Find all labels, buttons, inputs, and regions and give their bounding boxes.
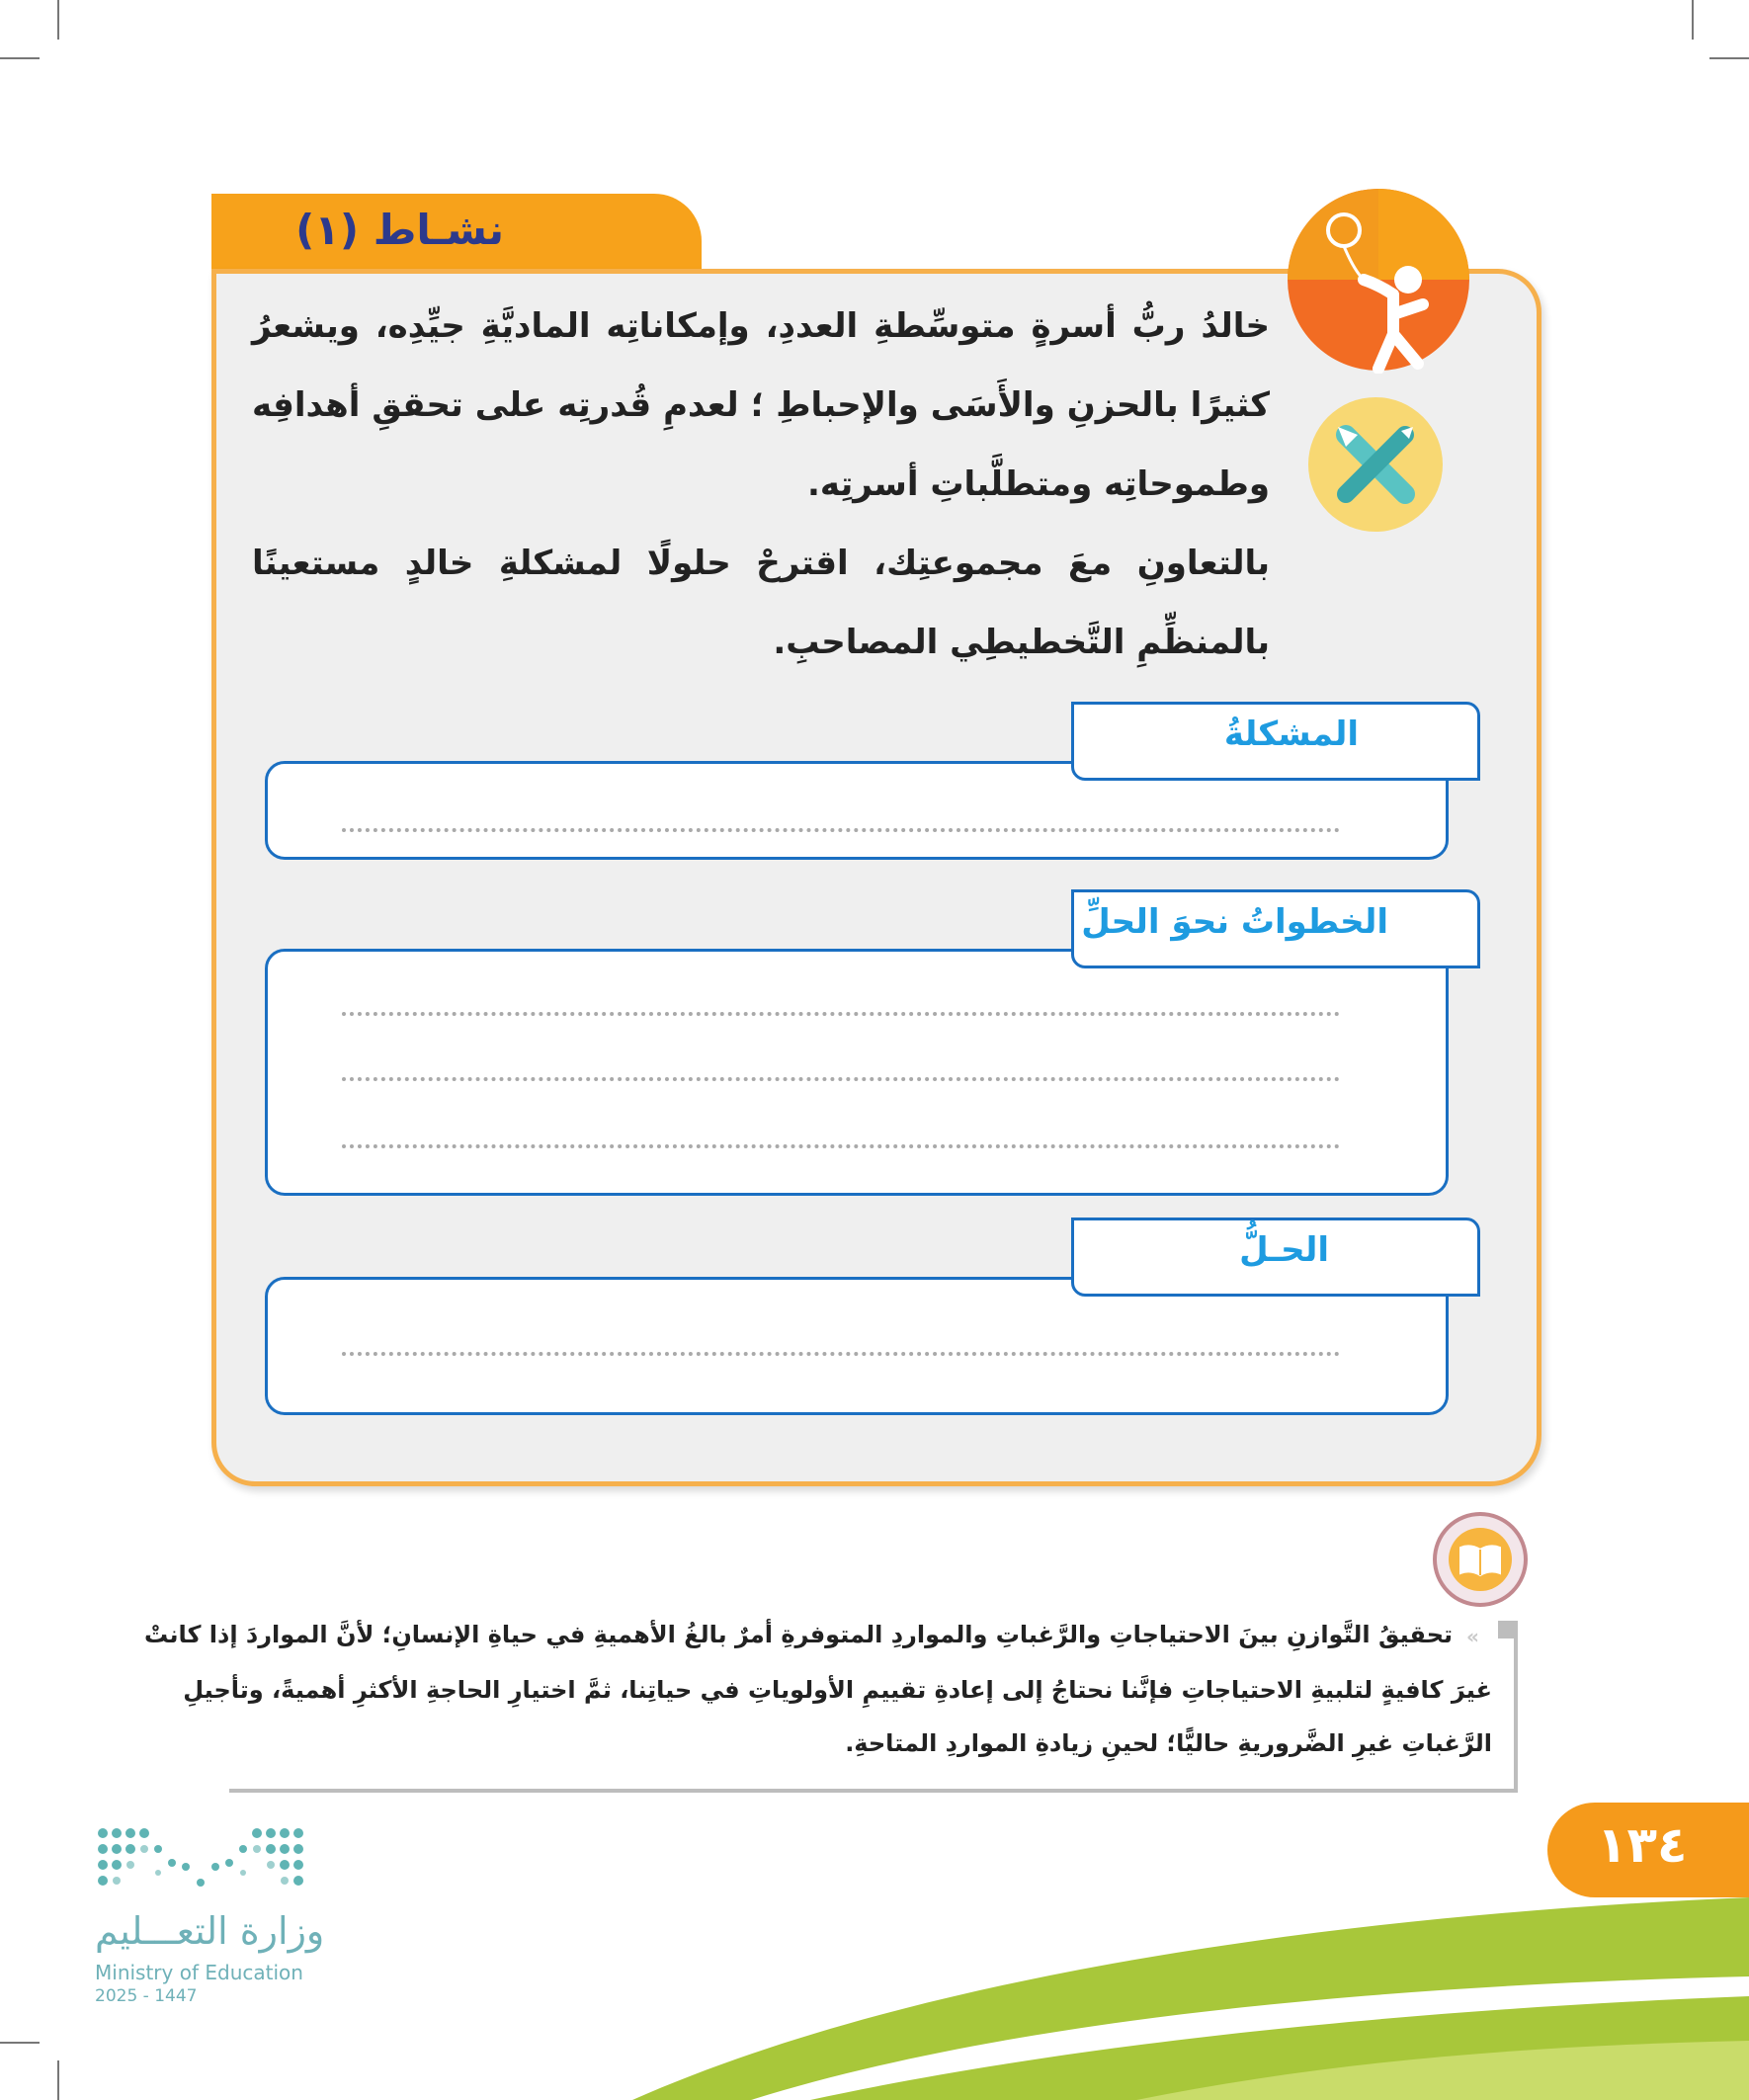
book-icon bbox=[1431, 1510, 1530, 1609]
note-line-3: الرَّغباتِ غيرِ الضَّروريةِ حاليًّا؛ لحينِ زيادةِ المواردِ المتاحةِ. bbox=[845, 1729, 1492, 1757]
steps-label-box bbox=[1071, 889, 1480, 968]
crop-mark bbox=[57, 0, 59, 40]
answer-line[interactable] bbox=[342, 828, 1340, 832]
problem-label: المشكلةُ bbox=[1223, 714, 1359, 754]
steps-answer-box[interactable] bbox=[265, 949, 1449, 1196]
activity-title: نشـاط (١) bbox=[295, 206, 504, 254]
note-line-1: تحقيقُ التَّوازنِ بينَ الاحتياجاتِ والرَّغباتِ والمواردِ المتوفرةِ أمرٌ بالغُ الأهميةِ في حياةِ الإنسانِ؛ لأنَّ المواردَ إذا كانتْ bbox=[144, 1621, 1453, 1648]
solution-answer-box[interactable] bbox=[265, 1277, 1449, 1415]
answer-line[interactable] bbox=[342, 1077, 1340, 1081]
ministry-logo-icon bbox=[95, 1823, 312, 1902]
solution-label-box bbox=[1071, 1218, 1480, 1297]
answer-line[interactable] bbox=[342, 1012, 1340, 1016]
tools-icon bbox=[1306, 395, 1445, 534]
answer-line[interactable] bbox=[342, 1144, 1340, 1148]
crop-mark bbox=[0, 57, 40, 59]
activity-balloon-icon bbox=[1285, 186, 1472, 374]
story-paragraph: خالدُ ربُّ أسرةٍ متوسِّطةِ العددِ، وإمكاناتِه الماديَّةِ جيِّدِه، ويشعرُ كثيرًا بالحزنِ والأَسَى والإحباطِ ؛ لعدمِ قُدرتِه على تحققِ أهدافِه وطموحاتِه ومتطلَّباتِ أسرتِه. bbox=[252, 306, 1270, 504]
steps-label: الخطواتُ نحوَ الحلِّ bbox=[1081, 902, 1388, 942]
crop-mark bbox=[1709, 57, 1749, 59]
note-marker bbox=[1498, 1621, 1516, 1638]
answer-line[interactable] bbox=[342, 1352, 1340, 1356]
page-number-tab bbox=[1547, 1803, 1749, 1897]
chevron-icon: « bbox=[1466, 1625, 1479, 1648]
page-number: ١٣٤ bbox=[1597, 1816, 1688, 1874]
ministry-name-arabic: وزارة التعـــليم bbox=[95, 1909, 325, 1953]
note-line-2: غيرَ كافيةٍ لتلبيةِ الاحتياجاتِ فإنَّنا نحتاجُ إلى إعادةِ تقييمِ الأولوياتِ في حياتِنا، ثمَّ اختيارِ الحاجةِ الأكثرِ أهميةً، وتأجيلِ bbox=[183, 1676, 1492, 1704]
instruction-paragraph: بالتعاونِ معَ مجموعتِك، اقترحْ حلولًا لمشكلةِ خالدٍ مستعينًا بالمنظِّمِ التَّخطيطِي المصاحبِ. bbox=[252, 544, 1270, 662]
crop-mark bbox=[1692, 0, 1694, 40]
ministry-year: 2025 - 1447 bbox=[95, 1986, 198, 2006]
problem-label-box bbox=[1071, 702, 1480, 781]
solution-label: الحـلُّ bbox=[1239, 1230, 1329, 1270]
ministry-name-english: Ministry of Education bbox=[95, 1961, 303, 1984]
